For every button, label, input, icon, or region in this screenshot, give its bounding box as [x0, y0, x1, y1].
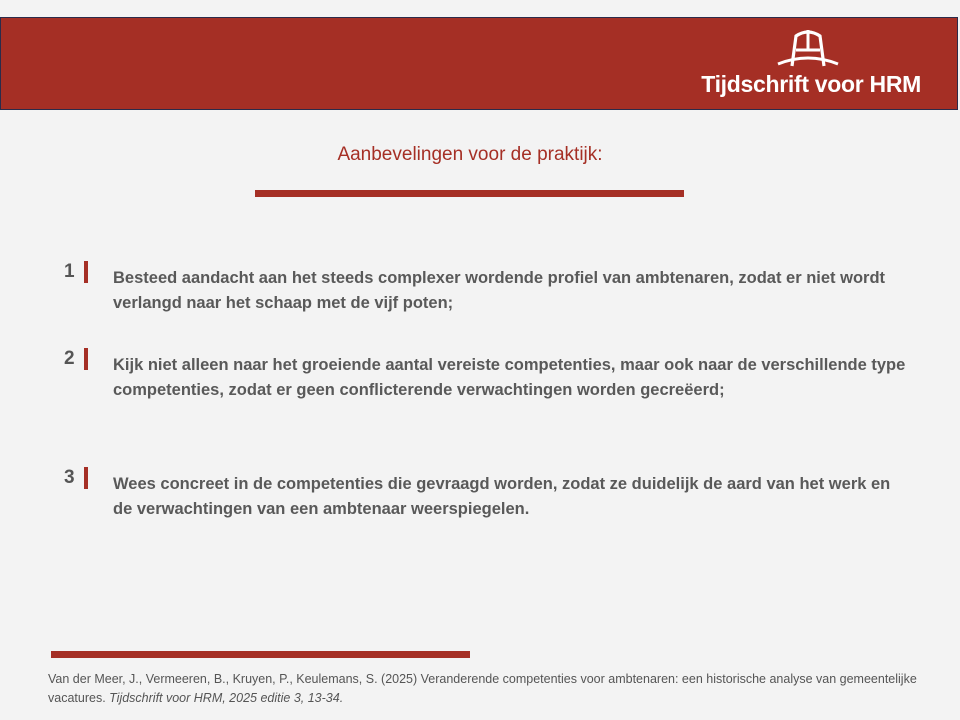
recommendation-text: Wees concreet in de competenties die gevraagd worden, zodat ze duidelijk de aard van het werk en de verwachtingen van een ambtenaar weerspiegelen.: [113, 475, 891, 518]
header-banner: [0, 17, 958, 110]
recommendation-number: 2: [64, 348, 75, 369]
recommendation-marker: [84, 467, 88, 489]
logo-text: Tijdschrift voor HRM: [701, 71, 921, 97]
recommendation-text: Besteed aandacht aan het steeds complexer wordende profiel van ambtenaren, zodat er niet wordt verlangd naar het schaap met de vijf poten;: [113, 269, 886, 312]
title-divider: [255, 190, 684, 197]
footer-divider: [51, 651, 470, 658]
slide-title: Aanbevelingen voor de praktijk:: [337, 144, 603, 165]
recommendation-text: Kijk niet alleen naar het groeiende aantal vereiste competenties, maar ook naar de verschillende type competenties, zodat er geen conflicterende verwachtingen worden gecreëerd;: [113, 356, 906, 399]
citation-authors-title: Van der Meer, J., Vermeeren, B., Kruyen, P., Keulemans, S. (2025) Veranderende competenties voor ambtenaren: een historische analyse van gemeentelijke vacatures.: [48, 672, 917, 705]
recommendation-number: 1: [64, 261, 75, 282]
citation-journal: Tijdschrift voor HRM, 2025 editie 3, 13-34.: [109, 691, 344, 705]
recommendation-marker: [84, 348, 88, 370]
bridge-logo-icon: [772, 26, 844, 68]
recommendation-number: 3: [64, 467, 75, 488]
citation: [48, 670, 948, 708]
recommendation-marker: [84, 261, 88, 283]
